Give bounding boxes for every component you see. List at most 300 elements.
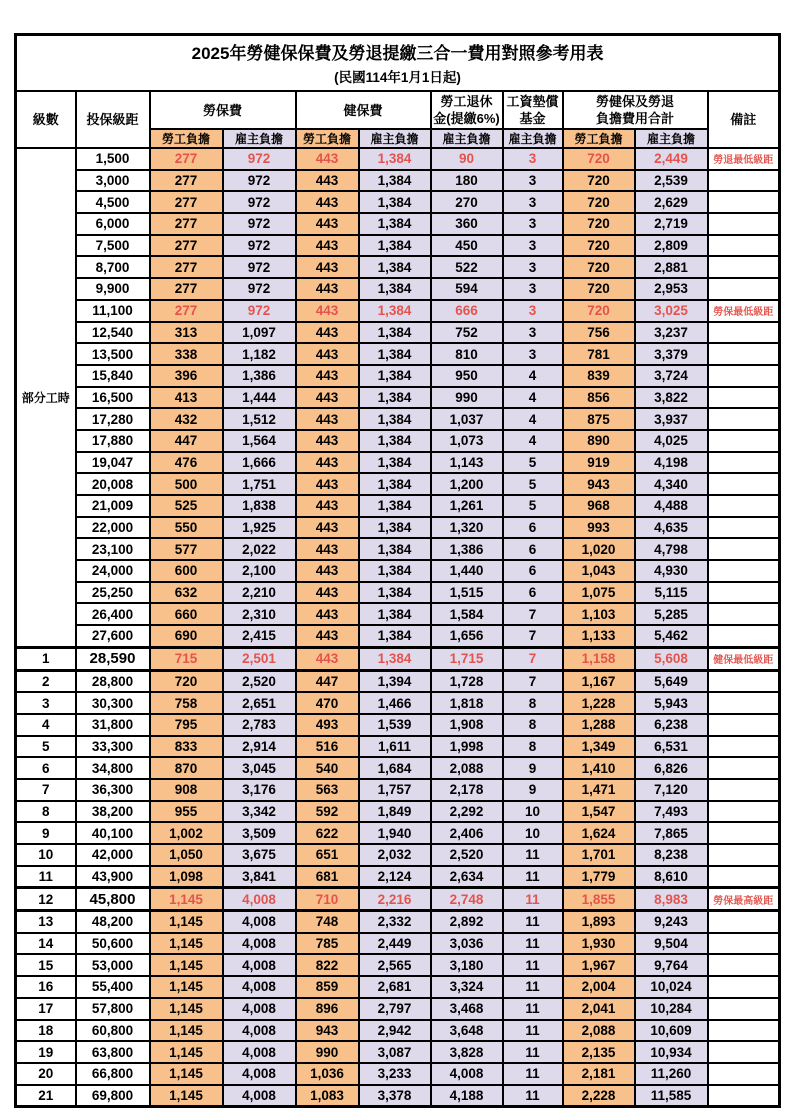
cell-labor-employer: 2,501 [223, 647, 296, 670]
cell-health-employer: 1,384 [359, 170, 431, 192]
cell-total-employer: 9,243 [635, 911, 708, 933]
cell-pension-employer: 4,008 [431, 1063, 503, 1085]
cell-labor-employee: 833 [150, 736, 223, 758]
cell-pension-employer: 1,037 [431, 408, 503, 430]
table-row [16, 343, 780, 365]
cell-salary-bracket: 50,600 [76, 933, 150, 955]
cell-salary-bracket: 42,000 [76, 844, 150, 866]
cell-salary-bracket: 4,500 [76, 191, 150, 213]
cell-pension-employer: 3,468 [431, 998, 503, 1020]
cell-pension-employer: 2,892 [431, 911, 503, 933]
cell-labor-employee: 955 [150, 801, 223, 823]
cell-total-employee: 1,020 [563, 538, 635, 560]
col-header-pension-line1: 勞工退休 [440, 94, 493, 109]
cell-total-employee: 1,075 [563, 582, 635, 604]
table-row [16, 844, 780, 866]
cell-level: 7 [16, 779, 76, 801]
cell-health-employee: 443 [296, 191, 359, 213]
cell-health-employee: 443 [296, 256, 359, 278]
cell-wagefund-employer: 11 [503, 976, 563, 998]
cell-note [708, 191, 780, 213]
cell-labor-employee: 277 [150, 170, 223, 192]
cell-total-employer: 2,629 [635, 191, 708, 213]
cell-salary-bracket: 66,800 [76, 1063, 150, 1085]
cell-total-employer: 3,822 [635, 387, 708, 409]
col-header-pension [431, 91, 503, 129]
cell-total-employee: 720 [563, 300, 635, 322]
col-header-total-line1: 勞健保及勞退 [595, 94, 674, 109]
cell-labor-employee: 313 [150, 322, 223, 344]
cell-wagefund-employer: 3 [503, 148, 563, 170]
cell-level: 8 [16, 801, 76, 823]
table-row [16, 256, 780, 278]
cell-total-employer: 2,953 [635, 278, 708, 300]
cell-labor-employee: 277 [150, 191, 223, 213]
col-header-total-line2: 負擔費用合計 [595, 111, 674, 126]
cell-wagefund-employer: 3 [503, 235, 563, 257]
cell-total-employer: 4,025 [635, 430, 708, 452]
table-row [16, 911, 780, 933]
cell-total-employee: 1,930 [563, 933, 635, 955]
cell-total-employee: 1,228 [563, 692, 635, 714]
cell-health-employer: 2,942 [359, 1020, 431, 1042]
table-row [16, 670, 780, 692]
cell-health-employee: 443 [296, 235, 359, 257]
cell-health-employer: 1,384 [359, 517, 431, 539]
cell-health-employee: 443 [296, 538, 359, 560]
cell-salary-bracket: 53,000 [76, 954, 150, 976]
cell-wagefund-employer: 3 [503, 343, 563, 365]
cell-wagefund-employer: 11 [503, 998, 563, 1020]
cell-health-employee: 943 [296, 1020, 359, 1042]
cell-labor-employee: 432 [150, 408, 223, 430]
cell-health-employee: 563 [296, 779, 359, 801]
col-header-level: 級數 [16, 91, 76, 148]
cell-total-employer: 8,238 [635, 844, 708, 866]
cell-pension-employer: 2,178 [431, 779, 503, 801]
cell-labor-employer: 2,022 [223, 538, 296, 560]
cell-health-employee: 443 [296, 322, 359, 344]
cell-labor-employee: 447 [150, 430, 223, 452]
cell-note [708, 365, 780, 387]
cell-salary-bracket: 34,800 [76, 757, 150, 779]
cell-total-employee: 1,043 [563, 560, 635, 582]
cell-salary-bracket: 11,100 [76, 300, 150, 322]
cell-labor-employee: 1,145 [150, 1041, 223, 1063]
table-row [16, 888, 780, 911]
table-row [16, 387, 780, 409]
cell-note [708, 322, 780, 344]
cell-health-employee: 443 [296, 408, 359, 430]
cell-labor-employee: 277 [150, 278, 223, 300]
cell-total-employee: 1,855 [563, 888, 635, 911]
cell-salary-bracket: 45,800 [76, 888, 150, 911]
cell-health-employee: 443 [296, 170, 359, 192]
table-row [16, 517, 780, 539]
cell-health-employer: 1,384 [359, 603, 431, 625]
cell-note [708, 779, 780, 801]
cell-health-employee: 622 [296, 822, 359, 844]
cell-pension-employer: 752 [431, 322, 503, 344]
cell-health-employee: 443 [296, 625, 359, 647]
cell-labor-employee: 1,145 [150, 1063, 223, 1085]
table-row [16, 148, 780, 170]
cell-wagefund-employer: 8 [503, 736, 563, 758]
cell-note [708, 452, 780, 474]
table-row [16, 191, 780, 213]
cell-total-employer: 3,025 [635, 300, 708, 322]
cell-health-employer: 1,384 [359, 408, 431, 430]
table-row [16, 1020, 780, 1042]
cell-labor-employer: 2,210 [223, 582, 296, 604]
table-row [16, 866, 780, 888]
cell-health-employee: 990 [296, 1041, 359, 1063]
cell-health-employer: 1,384 [359, 495, 431, 517]
cell-pension-employer: 522 [431, 256, 503, 278]
cell-wagefund-employer: 11 [503, 1020, 563, 1042]
cell-pension-employer: 3,828 [431, 1041, 503, 1063]
cell-note [708, 670, 780, 692]
cell-health-employer: 2,681 [359, 976, 431, 998]
col-header-total [563, 91, 708, 129]
cell-health-employee: 1,036 [296, 1063, 359, 1085]
cell-health-employee: 443 [296, 300, 359, 322]
subheader-labor-employer: 雇主負擔 [223, 129, 296, 148]
cell-total-employer: 3,724 [635, 365, 708, 387]
cell-health-employee: 516 [296, 736, 359, 758]
cell-note [708, 235, 780, 257]
cell-total-employer: 7,865 [635, 822, 708, 844]
cell-health-employer: 1,384 [359, 647, 431, 670]
cell-pension-employer: 1,320 [431, 517, 503, 539]
cell-wagefund-employer: 4 [503, 408, 563, 430]
cell-labor-employer: 3,675 [223, 844, 296, 866]
cell-labor-employee: 600 [150, 560, 223, 582]
table-row [16, 736, 780, 758]
cell-level: 3 [16, 692, 76, 714]
cell-salary-bracket: 6,000 [76, 213, 150, 235]
premium-table [14, 33, 781, 1108]
cell-health-employer: 1,757 [359, 779, 431, 801]
cell-note [708, 1041, 780, 1063]
cell-note [708, 714, 780, 736]
cell-note [708, 757, 780, 779]
cell-pension-employer: 1,261 [431, 495, 503, 517]
cell-labor-employee: 277 [150, 213, 223, 235]
cell-wagefund-employer: 11 [503, 1041, 563, 1063]
cell-salary-bracket: 25,250 [76, 582, 150, 604]
cell-wagefund-employer: 5 [503, 495, 563, 517]
table-row [16, 430, 780, 452]
table-row [16, 757, 780, 779]
cell-total-employer: 5,649 [635, 670, 708, 692]
cell-total-employer: 10,284 [635, 998, 708, 1020]
cell-labor-employee: 1,145 [150, 888, 223, 911]
subheader-health-employer: 雇主負擔 [359, 129, 431, 148]
cell-labor-employee: 500 [150, 473, 223, 495]
cell-total-employer: 2,539 [635, 170, 708, 192]
col-header-salary-bracket: 投保級距 [76, 91, 150, 148]
cell-total-employer: 4,198 [635, 452, 708, 474]
cell-salary-bracket: 8,700 [76, 256, 150, 278]
cell-labor-employer: 972 [223, 256, 296, 278]
cell-salary-bracket: 17,880 [76, 430, 150, 452]
cell-pension-employer: 990 [431, 387, 503, 409]
col-header-note: 備註 [708, 91, 780, 148]
cell-health-employer: 1,384 [359, 387, 431, 409]
cell-salary-bracket: 17,280 [76, 408, 150, 430]
cell-labor-employee: 1,098 [150, 866, 223, 888]
cell-health-employee: 443 [296, 343, 359, 365]
cell-level: 11 [16, 866, 76, 888]
cell-labor-employer: 972 [223, 148, 296, 170]
cell-health-employer: 3,233 [359, 1063, 431, 1085]
cell-wagefund-employer: 11 [503, 1063, 563, 1085]
cell-wagefund-employer: 6 [503, 517, 563, 539]
cell-total-employer: 4,798 [635, 538, 708, 560]
cell-level: 2 [16, 670, 76, 692]
cell-total-employer: 10,024 [635, 976, 708, 998]
cell-salary-bracket: 15,840 [76, 365, 150, 387]
cell-total-employer: 10,934 [635, 1041, 708, 1063]
cell-labor-employer: 4,008 [223, 933, 296, 955]
cell-total-employer: 9,504 [635, 933, 708, 955]
cell-health-employer: 1,384 [359, 452, 431, 474]
cell-wagefund-employer: 7 [503, 625, 563, 647]
cell-labor-employee: 277 [150, 235, 223, 257]
table-row [16, 976, 780, 998]
cell-total-employer: 6,238 [635, 714, 708, 736]
cell-note [708, 625, 780, 647]
cell-note [708, 822, 780, 844]
cell-total-employee: 1,103 [563, 603, 635, 625]
cell-note: 健保最低級距 [708, 647, 780, 670]
cell-health-employee: 896 [296, 998, 359, 1020]
cell-pension-employer: 270 [431, 191, 503, 213]
cell-salary-bracket: 9,900 [76, 278, 150, 300]
cell-level: 4 [16, 714, 76, 736]
cell-health-employee: 443 [296, 430, 359, 452]
cell-salary-bracket: 24,000 [76, 560, 150, 582]
cell-pension-employer: 2,634 [431, 866, 503, 888]
cell-pension-employer: 950 [431, 365, 503, 387]
cell-health-employer: 1,384 [359, 538, 431, 560]
cell-total-employer: 4,635 [635, 517, 708, 539]
cell-health-employee: 540 [296, 757, 359, 779]
table-row [16, 998, 780, 1020]
cell-labor-employer: 972 [223, 235, 296, 257]
cell-total-employer: 5,608 [635, 647, 708, 670]
cell-note [708, 692, 780, 714]
cell-health-employee: 443 [296, 148, 359, 170]
cell-labor-employer: 3,045 [223, 757, 296, 779]
cell-wagefund-employer: 3 [503, 300, 563, 322]
table-row [16, 714, 780, 736]
cell-health-employer: 1,384 [359, 300, 431, 322]
cell-wagefund-employer: 6 [503, 538, 563, 560]
cell-wagefund-employer: 7 [503, 647, 563, 670]
cell-wagefund-employer: 11 [503, 866, 563, 888]
cell-note [708, 1085, 780, 1107]
cell-health-employer: 1,384 [359, 256, 431, 278]
cell-total-employer: 4,340 [635, 473, 708, 495]
cell-health-employee: 710 [296, 888, 359, 911]
cell-wagefund-employer: 11 [503, 888, 563, 911]
cell-total-employee: 720 [563, 191, 635, 213]
cell-note [708, 473, 780, 495]
cell-labor-employer: 3,509 [223, 822, 296, 844]
cell-labor-employer: 972 [223, 191, 296, 213]
cell-health-employer: 1,384 [359, 278, 431, 300]
cell-labor-employer: 1,666 [223, 452, 296, 474]
cell-health-employee: 443 [296, 560, 359, 582]
cell-wagefund-employer: 4 [503, 365, 563, 387]
cell-pension-employer: 2,406 [431, 822, 503, 844]
cell-pension-employer: 2,088 [431, 757, 503, 779]
cell-labor-employee: 1,145 [150, 1085, 223, 1107]
cell-level: 16 [16, 976, 76, 998]
cell-salary-bracket: 31,800 [76, 714, 150, 736]
cell-pension-employer: 1,908 [431, 714, 503, 736]
cell-total-employer: 9,764 [635, 954, 708, 976]
cell-labor-employer: 972 [223, 300, 296, 322]
col-header-wage-arrears-fund [503, 91, 563, 129]
cell-salary-bracket: 60,800 [76, 1020, 150, 1042]
cell-pension-employer: 1,143 [431, 452, 503, 474]
cell-health-employee: 443 [296, 365, 359, 387]
table-row [16, 1041, 780, 1063]
cell-pension-employer: 1,715 [431, 647, 503, 670]
table-row [16, 779, 780, 801]
table-row [16, 452, 780, 474]
cell-wagefund-employer: 10 [503, 801, 563, 823]
subheader-labor-employee: 勞工負擔 [150, 129, 223, 148]
cell-health-employer: 1,384 [359, 213, 431, 235]
cell-health-employee: 785 [296, 933, 359, 955]
cell-note [708, 1063, 780, 1085]
cell-labor-employee: 577 [150, 538, 223, 560]
table-row [16, 408, 780, 430]
cell-labor-employer: 1,751 [223, 473, 296, 495]
cell-note [708, 517, 780, 539]
table-title-block [16, 35, 780, 92]
cell-health-employee: 443 [296, 647, 359, 670]
cell-health-employer: 1,384 [359, 343, 431, 365]
cell-health-employee: 443 [296, 278, 359, 300]
cell-wagefund-employer: 3 [503, 322, 563, 344]
cell-health-employer: 1,384 [359, 191, 431, 213]
cell-total-employer: 5,285 [635, 603, 708, 625]
cell-labor-employer: 3,342 [223, 801, 296, 823]
premium-reference-sheet [14, 33, 781, 1108]
col-header-wagefund-line2: 基金 [519, 111, 546, 126]
cell-health-employee: 443 [296, 495, 359, 517]
cell-note [708, 256, 780, 278]
cell-total-employee: 1,133 [563, 625, 635, 647]
cell-salary-bracket: 28,800 [76, 670, 150, 692]
cell-note [708, 1020, 780, 1042]
cell-labor-employer: 1,925 [223, 517, 296, 539]
cell-health-employee: 443 [296, 213, 359, 235]
cell-salary-bracket: 3,000 [76, 170, 150, 192]
cell-note [708, 408, 780, 430]
cell-pension-employer: 1,656 [431, 625, 503, 647]
cell-labor-employee: 720 [150, 670, 223, 692]
col-header-health-insurance: 健保費 [296, 91, 431, 129]
cell-labor-employee: 525 [150, 495, 223, 517]
cell-pension-employer: 3,180 [431, 954, 503, 976]
cell-health-employee: 651 [296, 844, 359, 866]
table-row [16, 213, 780, 235]
cell-wagefund-employer: 8 [503, 714, 563, 736]
cell-labor-employer: 1,097 [223, 322, 296, 344]
cell-pension-employer: 1,200 [431, 473, 503, 495]
table-row [16, 365, 780, 387]
subheader-pension-employer: 雇主負擔 [431, 129, 503, 148]
cell-total-employee: 890 [563, 430, 635, 452]
cell-total-employee: 1,349 [563, 736, 635, 758]
cell-wagefund-employer: 11 [503, 911, 563, 933]
table-row [16, 692, 780, 714]
cell-health-employee: 443 [296, 603, 359, 625]
cell-health-employer: 1,384 [359, 322, 431, 344]
cell-health-employee: 443 [296, 452, 359, 474]
cell-pension-employer: 2,520 [431, 844, 503, 866]
cell-salary-bracket: 26,400 [76, 603, 150, 625]
cell-salary-bracket: 12,540 [76, 322, 150, 344]
cell-salary-bracket: 55,400 [76, 976, 150, 998]
table-row [16, 822, 780, 844]
cell-total-employee: 1,967 [563, 954, 635, 976]
cell-health-employer: 1,384 [359, 473, 431, 495]
cell-level: 21 [16, 1085, 76, 1107]
table-row [16, 473, 780, 495]
cell-pension-employer: 1,998 [431, 736, 503, 758]
cell-wagefund-employer: 11 [503, 954, 563, 976]
cell-wagefund-employer: 5 [503, 452, 563, 474]
cell-salary-bracket: 19,047 [76, 452, 150, 474]
cell-health-employer: 1,384 [359, 582, 431, 604]
cell-total-employer: 3,237 [635, 322, 708, 344]
cell-total-employee: 720 [563, 213, 635, 235]
cell-labor-employer: 4,008 [223, 911, 296, 933]
cell-note [708, 278, 780, 300]
table-row [16, 322, 780, 344]
cell-salary-bracket: 23,100 [76, 538, 150, 560]
cell-labor-employer: 1,182 [223, 343, 296, 365]
cell-health-employer: 1,384 [359, 235, 431, 257]
cell-health-employee: 447 [296, 670, 359, 692]
cell-labor-employer: 972 [223, 213, 296, 235]
cell-wagefund-employer: 11 [503, 933, 563, 955]
cell-health-employer: 1,849 [359, 801, 431, 823]
table-row [16, 495, 780, 517]
cell-total-employee: 720 [563, 256, 635, 278]
cell-pension-employer: 2,292 [431, 801, 503, 823]
cell-labor-employee: 795 [150, 714, 223, 736]
cell-note [708, 801, 780, 823]
cell-total-employee: 720 [563, 235, 635, 257]
cell-labor-employee: 1,145 [150, 976, 223, 998]
cell-health-employer: 1,394 [359, 670, 431, 692]
cell-labor-employer: 2,415 [223, 625, 296, 647]
cell-labor-employee: 396 [150, 365, 223, 387]
cell-labor-employee: 1,145 [150, 1020, 223, 1042]
cell-level: 13 [16, 911, 76, 933]
cell-total-employer: 4,488 [635, 495, 708, 517]
cell-total-employer: 2,449 [635, 148, 708, 170]
cell-labor-employer: 4,008 [223, 1041, 296, 1063]
